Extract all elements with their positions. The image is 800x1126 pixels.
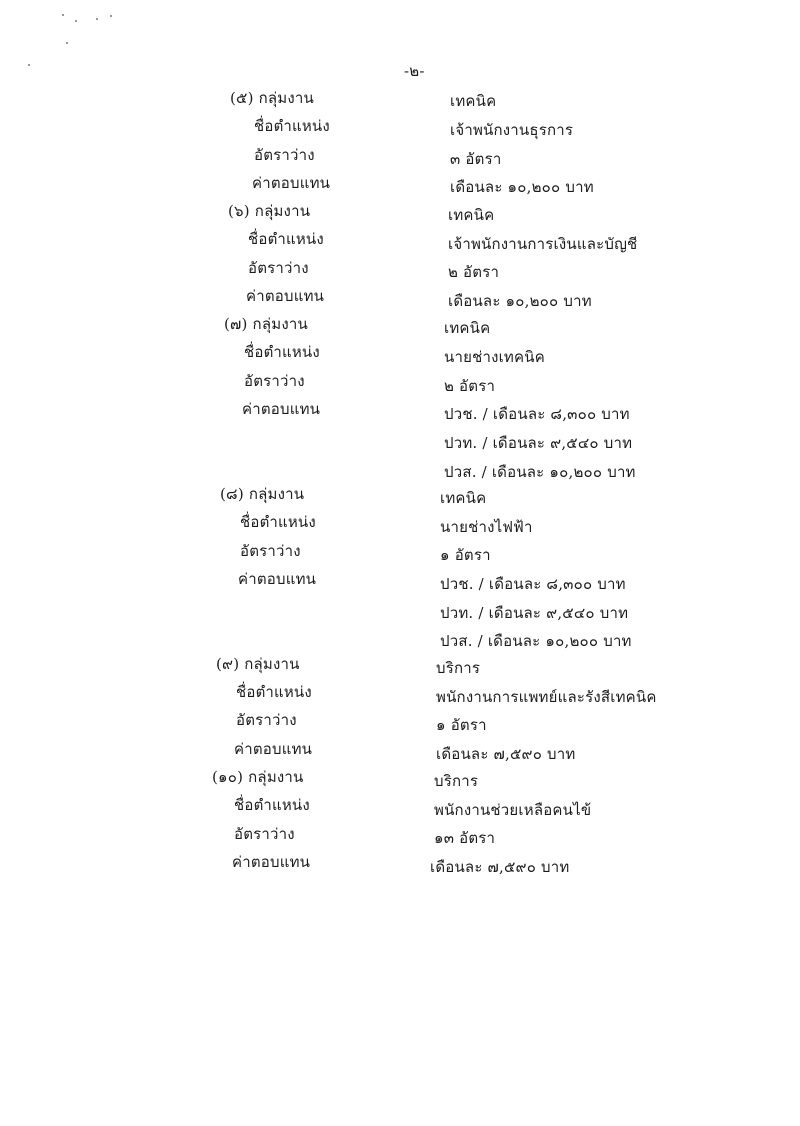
group-value: บริการ <box>434 772 479 790</box>
position-value: นายช่างไฟฟ้า <box>440 518 533 536</box>
scan-speck <box>75 20 77 22</box>
salary-value: เดือนละ ๗,๕๙๐ บาท <box>430 858 570 876</box>
salary-label: ค่าตอบแทน <box>232 853 311 871</box>
salary-label: ค่าตอบแทน <box>246 287 325 305</box>
group-label: (๘) กลุ่มงาน <box>220 485 305 503</box>
group-value: บริการ <box>436 659 481 677</box>
salary-value: ปวท. / เดือนละ ๙,๕๔๐ บาท <box>444 434 633 452</box>
position-label: ชื่อตำแหน่ง <box>240 513 316 531</box>
position-value: เจ้าพนักงานธุรการ <box>450 121 574 139</box>
position-label: ชื่อตำแหน่ง <box>234 796 310 814</box>
vacancy-value: ๓ อัตรา <box>450 150 502 168</box>
group-value: เทคนิค <box>448 206 495 224</box>
salary-value: ปวส. / เดือนละ ๑๐,๒๐๐ บาท <box>440 632 632 650</box>
vacancy-value: ๑๓ อัตรา <box>434 829 496 847</box>
salary-value: ปวท. / เดือนละ ๙,๕๔๐ บาท <box>440 604 629 622</box>
group-value: เทคนิค <box>440 489 487 507</box>
vacancy-value: ๒ อัตรา <box>444 377 496 395</box>
vacancy-value: ๑ อัตรา <box>440 546 491 564</box>
scan-speck <box>62 14 64 16</box>
salary-value: เดือนละ ๑๐,๒๐๐ บาท <box>450 178 594 196</box>
position-value: พนักงานช่วยเหลือคนไข้ <box>434 801 592 819</box>
position-label: ชื่อตำแหน่ง <box>236 683 312 701</box>
vacancy-label: อัตราว่าง <box>248 259 309 277</box>
position-label: ชื่อตำแหน่ง <box>248 230 324 248</box>
position-label: ชื่อตำแหน่ง <box>254 117 330 135</box>
group-value: เทคนิค <box>450 92 497 110</box>
salary-label: ค่าตอบแทน <box>238 570 317 588</box>
page-number: -๒- <box>404 62 425 80</box>
vacancy-label: อัตราว่าง <box>236 711 297 729</box>
position-value: นายช่างเทคนิค <box>444 348 545 366</box>
vacancy-label: อัตราว่าง <box>234 825 295 843</box>
salary-value: ปวส. / เดือนละ ๑๐,๒๐๐ บาท <box>444 463 636 481</box>
position-value: เจ้าพนักงานการเงินและบัญชี <box>448 235 638 253</box>
group-value: เทคนิค <box>444 319 491 337</box>
scan-speck <box>96 18 98 20</box>
salary-label: ค่าตอบแทน <box>242 400 321 418</box>
vacancy-value: ๒ อัตรา <box>448 263 500 281</box>
scan-speck <box>110 15 112 17</box>
salary-label: ค่าตอบแทน <box>234 740 313 758</box>
vacancy-label: อัตราว่าง <box>240 542 301 560</box>
group-label: (๖) กลุ่มงาน <box>228 202 311 220</box>
salary-label: ค่าตอบแทน <box>252 174 331 192</box>
group-label: (๗) กลุ่มงาน <box>224 315 308 333</box>
position-label: ชื่อตำแหน่ง <box>244 343 320 361</box>
salary-value: ปวช. / เดือนละ ๘,๓๐๐ บาท <box>444 405 630 423</box>
salary-value: เดือนละ ๑๐,๒๐๐ บาท <box>448 292 592 310</box>
position-value: พนักงานการแพทย์และรังสีเทคนิค <box>436 688 657 706</box>
salary-value: ปวช. / เดือนละ ๘,๓๐๐ บาท <box>440 575 626 593</box>
salary-value: เดือนละ ๗,๕๙๐ บาท <box>436 745 576 763</box>
vacancy-label: อัตราว่าง <box>244 372 305 390</box>
group-label: (๑๐) กลุ่มงาน <box>212 768 304 786</box>
group-label: (๕) กลุ่มงาน <box>230 89 314 107</box>
scan-speck <box>66 42 68 44</box>
vacancy-label: อัตราว่าง <box>254 146 315 164</box>
scan-speck <box>28 64 30 66</box>
vacancy-value: ๑ อัตรา <box>436 716 487 734</box>
group-label: (๙) กลุ่มงาน <box>216 655 300 673</box>
